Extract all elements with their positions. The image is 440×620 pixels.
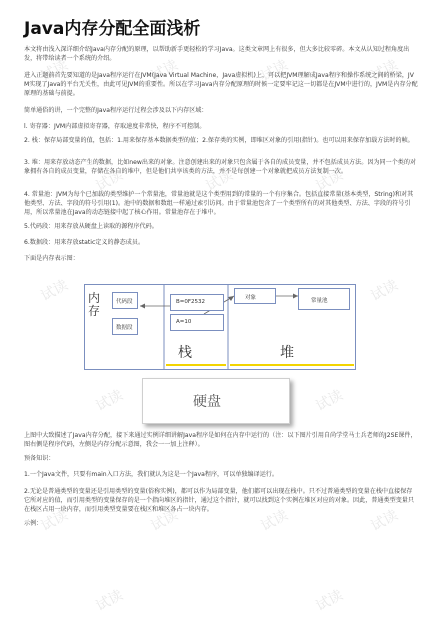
- object-box: [234, 288, 276, 304]
- var-a-box: [170, 314, 224, 331]
- watermark: 试读: [368, 277, 401, 305]
- data-segment-box: [112, 318, 138, 335]
- intro-paragraph: 本文将由浅入深详细介绍Java内存分配的原理，以帮助新手更轻松的学习Java。这类文章网上有很多，但大多比较零碎。本文从认知过程角度出发，将带给读者一个系统的介绍。: [24, 46, 410, 63]
- stack-underline: [166, 364, 226, 366]
- heap-label: 堆: [280, 345, 294, 361]
- diagram-caption: 下面是内存表示图：: [24, 255, 79, 262]
- prerequisites-heading: 预备知识：: [24, 455, 55, 462]
- prerequisite-1: 1.一个Java文件，只要有main入口方法，我们就认为这是一个Java程序，可以单独编译运行。: [24, 471, 278, 478]
- stack-label: 栈: [178, 345, 192, 361]
- watermark: 试读: [38, 277, 71, 305]
- example-label: 示例：: [24, 520, 43, 527]
- memory-areas-intro: 简单通俗的讲，一个完整的Java程序运行过程会涉及以下内存区域：: [24, 107, 208, 114]
- watermark: 试读: [368, 507, 401, 535]
- watermark: 试读: [93, 167, 126, 195]
- jvm-paragraph: 进入正题前首先要知道的是Java程序运行在JVM(Java Virtual Machine，Java虚拟机)上，可以把JVM理解成Java程序和操作系统之间的桥梁，JVM实现了Java的平台无关性，由此可见JVM的重要性。所以在学习Java内存分配原理的时候一定要牢记这一切都是在JVM中进行的，JVM是内存分配原理的基础与前提。: [24, 72, 418, 98]
- constant-pool-box: [298, 288, 350, 310]
- watermark: 试读: [258, 57, 291, 85]
- memory-label: 内 存: [88, 291, 101, 318]
- watermark: 试读: [38, 507, 71, 535]
- heap-item: 3. 堆：用来存放动态产生的数据，比如new出来的对象。注意创建出来的对象只包含属于各自的成员变量，并不包括成员方法。因为同一个类的对象拥有各自的成员变量，存储在各自的堆中，但是他们共享该类的方法，并不是每创建一个对象就把成员方法复制一次。: [24, 159, 417, 176]
- watermark: 试读: [313, 587, 346, 615]
- constant-pool-item: 4. 常量池：JVM为每个已加载的类型维护一个常量池，常量池就是这个类型用到的常量的一个有序集合。包括直接常量(基本类型，String)和对其他类型、方法、字段的符号引用(1)。池中的数据和数组一样通过索引访问。由于常量池包含了一个类型所有的对其他类型、方法、字段的符号引用，所以常量池在Java的动态链接中起了核心作用。常量池存在于堆中。: [24, 191, 414, 217]
- disk-box: [142, 378, 290, 424]
- register-item: l. 寄存器：JVM内部虚拟寄存器，存取速度非常快，程序不可控制。: [24, 123, 206, 130]
- code-segment-item: 5.代码段：用来存放从硬盘上读取的源程序代码。: [24, 223, 158, 230]
- watermark: 试读: [368, 57, 401, 85]
- disk-label: 硬盘: [193, 394, 221, 410]
- heap-underline: [230, 364, 354, 366]
- prerequisite-2: 2.无论是普通类型的变量还是引用类型的变量(俗称实例)，都可以作为局部变量，他们都可以出现在栈中。只不过普通类型的变量在栈中直接保存它所对应的值，而引用类型的变量保存的是一个指向堆区的指针，通过这个指针，就可以找到这个实例在堆区对应的对象。因此，普通类型变量只在栈区占用一块内存，而引用类型变量要在栈区和堆区各占一块内存。: [24, 488, 414, 514]
- data-segment-item: 6.数据段：用来存放static定义的静态成员。: [24, 239, 145, 246]
- data-segment-label: 数据段: [116, 325, 133, 331]
- var-a-label: A=10: [176, 319, 192, 325]
- object-label: 对象: [245, 295, 257, 301]
- watermark: 试读: [93, 387, 126, 415]
- page-title: Java内存分配全面浅析: [24, 19, 201, 39]
- watermark: 试读: [258, 507, 291, 535]
- stack-item: 2. 栈：保存局部变量的值，包括：1.用来保存基本数据类型的值；2.保存类的实例，即堆区对象的引用(指针)。也可以用来保存加载方法时的帧。: [24, 137, 414, 144]
- watermark: 试读: [148, 507, 181, 535]
- watermark: 试读: [148, 57, 181, 85]
- var-b-label: B=0F2532: [176, 299, 206, 305]
- example-intro-paragraph: 上图中大致描述了Java内存分配，接下来通过实例详细讲解Java程序是如何在内存中运行的（注：以下图片引用自尚学堂马士兵老师的J2SE课件，图右侧是程序代码，左侧是内存分配示意图，我会一一加上注释）。: [24, 432, 417, 449]
- code-segment-box: [112, 292, 138, 309]
- var-b-box: [170, 294, 224, 311]
- watermark: 试读: [313, 387, 346, 415]
- constant-pool-label: 常量池: [311, 298, 328, 304]
- watermark: 试读: [203, 167, 236, 195]
- watermark: 试读: [38, 57, 71, 85]
- watermark: 试读: [93, 587, 126, 615]
- code-segment-label: 代码段: [116, 299, 133, 305]
- watermark: 试读: [313, 167, 346, 195]
